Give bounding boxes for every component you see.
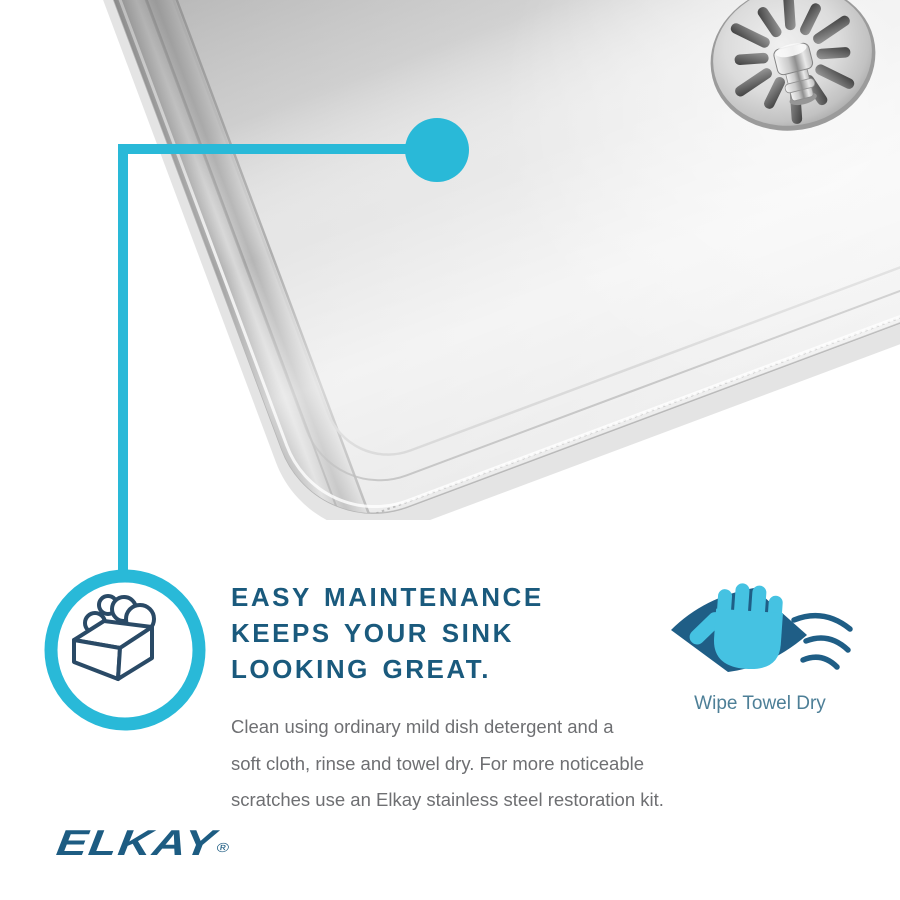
- callout-line-vertical: [118, 144, 128, 572]
- body-line: scratches use an Elkay stainless steel restoration kit.: [231, 789, 664, 810]
- headline-line: KEEPS YOUR SINK: [231, 618, 514, 648]
- wipe-towel-label: Wipe Towel Dry: [694, 693, 826, 714]
- body-line: Clean using ordinary mild dish detergent and a: [231, 716, 614, 737]
- headline-line: EASY MAINTENANCE: [231, 582, 544, 612]
- headline-line: LOOKING GREAT.: [231, 654, 491, 684]
- body-line: soft cloth, rinse and towel dry. For more noticeable: [231, 752, 645, 774]
- soap-suds-icon: [42, 567, 208, 733]
- callout-dot: [405, 118, 469, 182]
- callout-line-horizontal: [118, 144, 438, 154]
- registered-mark: ®: [215, 840, 231, 855]
- headline: [231, 579, 544, 687]
- brand-logo: [54, 822, 233, 864]
- wipe-towel-hand-icon: [650, 572, 870, 680]
- brand-name: ELKAY: [54, 822, 220, 863]
- body-text: [231, 709, 664, 819]
- motion-lines: [794, 616, 850, 667]
